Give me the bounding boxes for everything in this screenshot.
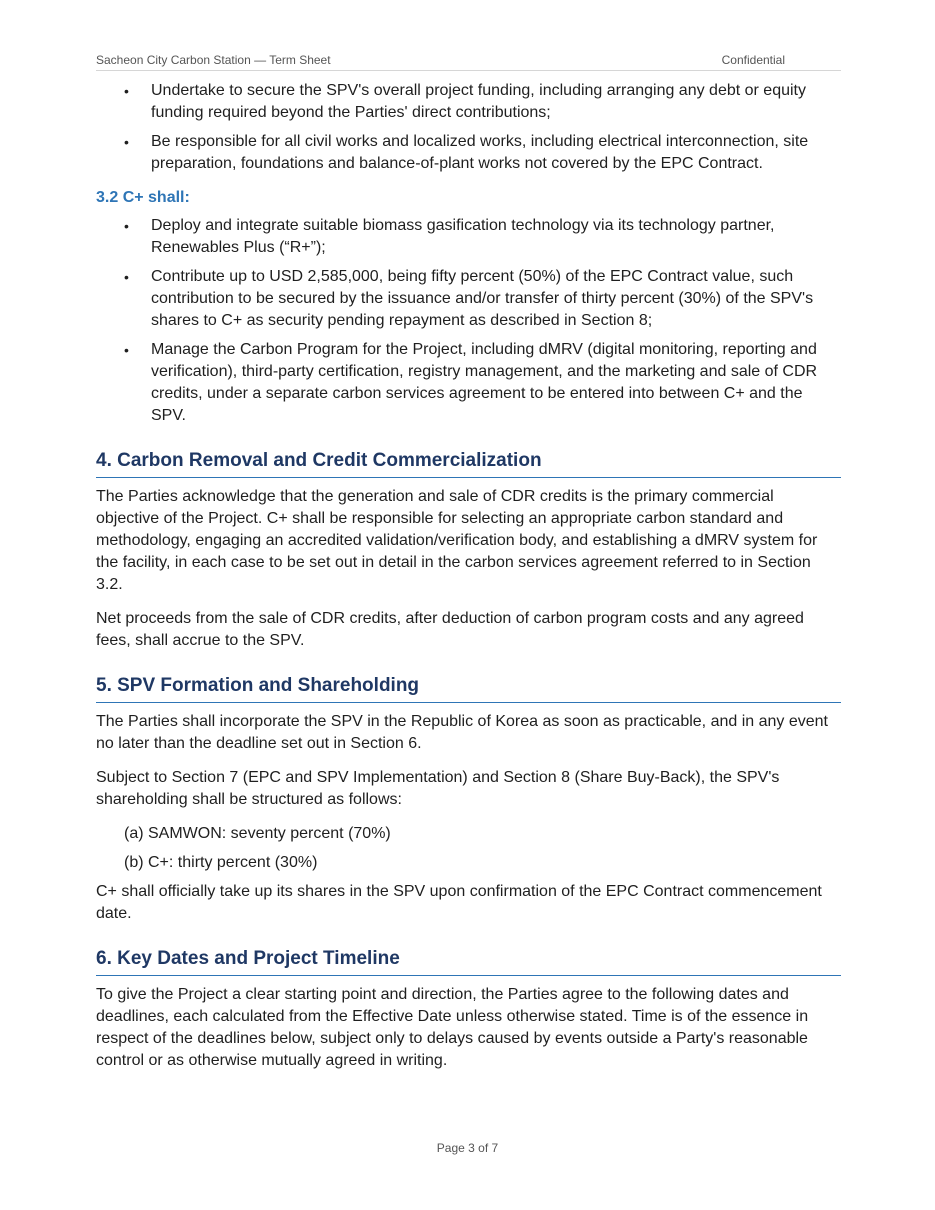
header-confidential-label: Confidential: [721, 53, 785, 67]
page-body: [96, 80, 841, 1084]
header-document-title: Sacheon City Carbon Station — Term Sheet: [96, 53, 331, 67]
list-item: [96, 339, 841, 427]
bullet-icon: •: [124, 342, 129, 358]
shareholding-item: (b) C+: thirty percent (30%): [124, 854, 318, 871]
running-header: [96, 52, 841, 71]
section-6-title: 6. Key Dates and Project Timeline: [96, 947, 841, 976]
list-item: [96, 266, 841, 332]
section-5-title: 5. SPV Formation and Shareholding: [96, 674, 841, 703]
bullet-icon: •: [124, 269, 129, 285]
page-number: Page 3 of 7: [436, 1141, 499, 1155]
subsection-heading-3-2: 3.2 C+ shall:: [96, 189, 190, 206]
bullet-icon: •: [124, 218, 129, 234]
bullet-icon: •: [124, 134, 129, 150]
shareholding-list: [96, 823, 841, 874]
list-item-text: Undertake to secure the SPV's overall project funding, including arranging any debt or equity funding required beyond the Parties' direct contributions;: [151, 82, 806, 121]
shareholding-item: (a) SAMWON: seventy percent (70%): [124, 825, 391, 842]
section-4-paragraph: The Parties acknowledge that the generation and sale of CDR credits is the primary commercial objective of the Project. C+ shall be responsible for selecting an appropriate carbon standard and methodology, engaging an accredited validation/verification body, and establishing a dMRV system for the facility, in each case to be set out in detail in the carbon services agreement referred to in Section 3.2.: [96, 488, 818, 593]
c-plus-obligations-list: [96, 215, 841, 427]
list-item-text: Be responsible for all civil works and localized works, including electrical interconnection, site preparation, foundations and balance-of-plant works not covered by the EPC Contract.: [151, 133, 809, 172]
list-item-text: Contribute up to USD 2,585,000, being fifty percent (50%) of the EPC Contract value, such contribution to be secured by the issuance and/or transfer of thirty percent (30%) of the SPV's shares to C+ as security pending repayment as described in Section 8;: [151, 268, 814, 329]
list-item: [96, 215, 841, 259]
section-6-paragraph: To give the Project a clear starting point and direction, the Parties agree to the following dates and deadlines, each calculated from the Effective Date unless otherwise stated. Time is of the essence in respect of the deadlines below, subject only to delays caused by events outside a Party's reasonable control or as otherwise mutually agreed in writing.: [96, 986, 809, 1069]
list-item-text: Deploy and integrate suitable biomass gasification technology via its technology partner, Renewables Plus (“R+”);: [151, 217, 775, 256]
section-5-paragraph: The Parties shall incorporate the SPV in the Republic of Korea as soon as practicable, and in any event no later than the deadline set out in Section 6.: [96, 713, 828, 752]
list-item: [96, 80, 841, 124]
list-item: [96, 131, 841, 175]
section-5-paragraph: C+ shall officially take up its shares in the SPV upon confirmation of the EPC Contract commencement date.: [96, 883, 822, 922]
bullet-icon: •: [124, 83, 129, 99]
section-4-title: 4. Carbon Removal and Credit Commercialization: [96, 449, 841, 478]
section-4-paragraph: Net proceeds from the sale of CDR credits, after deduction of carbon program costs and any agreed fees, shall accrue to the SPV.: [96, 610, 804, 649]
section-5-paragraph: Subject to Section 7 (EPC and SPV Implementation) and Section 8 (Share Buy-Back), the SPV's shareholding shall be structured as follows:: [96, 769, 780, 808]
list-item-text: Manage the Carbon Program for the Project, including dMRV (digital monitoring, reporting and verification), third-party certification, registry management, and the marketing and sale of CDR credits, under a separate carbon services agreement to be entered into between C+ and the SPV.: [151, 341, 818, 424]
continued-bullet-list: [96, 80, 841, 175]
